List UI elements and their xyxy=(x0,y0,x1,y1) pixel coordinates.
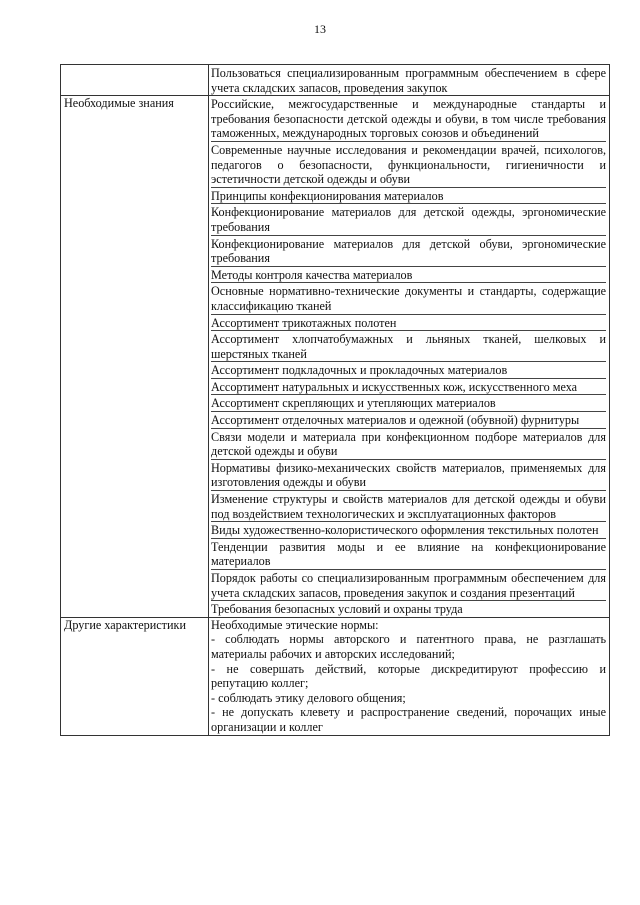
table-row xyxy=(61,65,610,96)
list-item: Ассортимент отделочных материалов и одежной (обувной) фурнитуры xyxy=(211,412,606,429)
text-line: - не совершать действий, которые дискредитируют профессию и репутацию коллег; xyxy=(211,661,606,691)
list-item: Ассортимент подкладочных и прокладочных материалов xyxy=(211,362,606,379)
list-item: Принципы конфекционирования материалов xyxy=(211,188,606,205)
requirements-table xyxy=(60,64,610,736)
table-row xyxy=(61,96,610,618)
list-item: Основные нормативно-технические документы и стандарты, содержащие классификацию тканей xyxy=(211,284,606,313)
list-item: Ассортимент натуральных и искусственных кож, искусственного меха xyxy=(211,379,606,396)
text-line: - не допускать клевету и распространение сведений, порочащих иные организации и коллег xyxy=(211,705,606,734)
list-item: Методы контроля качества материалов xyxy=(211,267,606,284)
table-row xyxy=(61,617,610,735)
text-line: - соблюдать нормы авторского и патентного права, не разглашать материалы рабочих и авторских исследований; xyxy=(211,632,606,661)
row-content xyxy=(209,96,610,618)
list-item: Ассортимент хлопчатобумажных и льняных тканей, шелковых и шерстяных тканей xyxy=(211,332,606,361)
row-content xyxy=(209,617,610,735)
row-content xyxy=(209,65,610,96)
list-item: Изменение структуры и свойств материалов для детской одежды и обуви под воздействием технологических и эксплуатационных факторов xyxy=(211,492,606,521)
page-number: 13 xyxy=(314,22,326,36)
list-item: Современные научные исследования и рекомендации врачей, психологов, педагогов о безопасности, функциональности, гигиеничности и эстетичности детской одежды и обуви xyxy=(211,142,606,187)
list-item: Нормативы физико-механических свойств материалов, применяемых для изготовления одежды и обуви xyxy=(211,460,606,490)
list-item: Ассортимент трикотажных полотен xyxy=(211,315,606,332)
row-label xyxy=(61,65,209,96)
list-item: Тенденции развития моды и ее влияние на конфекционирование материалов xyxy=(211,539,606,569)
list-item: Связи модели и материала при конфекционном подборе материалов для детской одежды и обуви xyxy=(211,429,606,459)
list-item: Ассортимент скрепляющих и утепляющих материалов xyxy=(211,395,606,412)
list-item: Российские, межгосударственные и международные стандарты и требования безопасности детской одежды и обуви, в том числе требования таможенных, международных торговых союзов и объединений xyxy=(211,97,606,141)
list-item: Порядок работы со специализированным программным обеспечением для учета складских запасов, проведения закупок и создания презентаций xyxy=(211,571,606,600)
list-item: Пользоваться специализированным программным обеспечением в сфере учета складских запасов, проведения закупок xyxy=(211,66,606,95)
text-line: Необходимые этические нормы: xyxy=(211,617,379,632)
text-line: - соблюдать этику делового общения; xyxy=(211,690,406,705)
row-label-required-knowledge: Необходимые знания xyxy=(61,96,209,618)
list-item: Требования безопасных условий и охраны труда xyxy=(211,602,463,617)
list-item: Виды художественно-колористического оформления текстильных полотен xyxy=(211,522,606,539)
list-item: Конфекционирование материалов для детской одежды, эргономические требования xyxy=(211,205,606,234)
list-item: Конфекционирование материалов для детской обуви, эргономические требования xyxy=(211,236,606,266)
row-label-other-characteristics: Другие характеристики xyxy=(61,617,209,735)
